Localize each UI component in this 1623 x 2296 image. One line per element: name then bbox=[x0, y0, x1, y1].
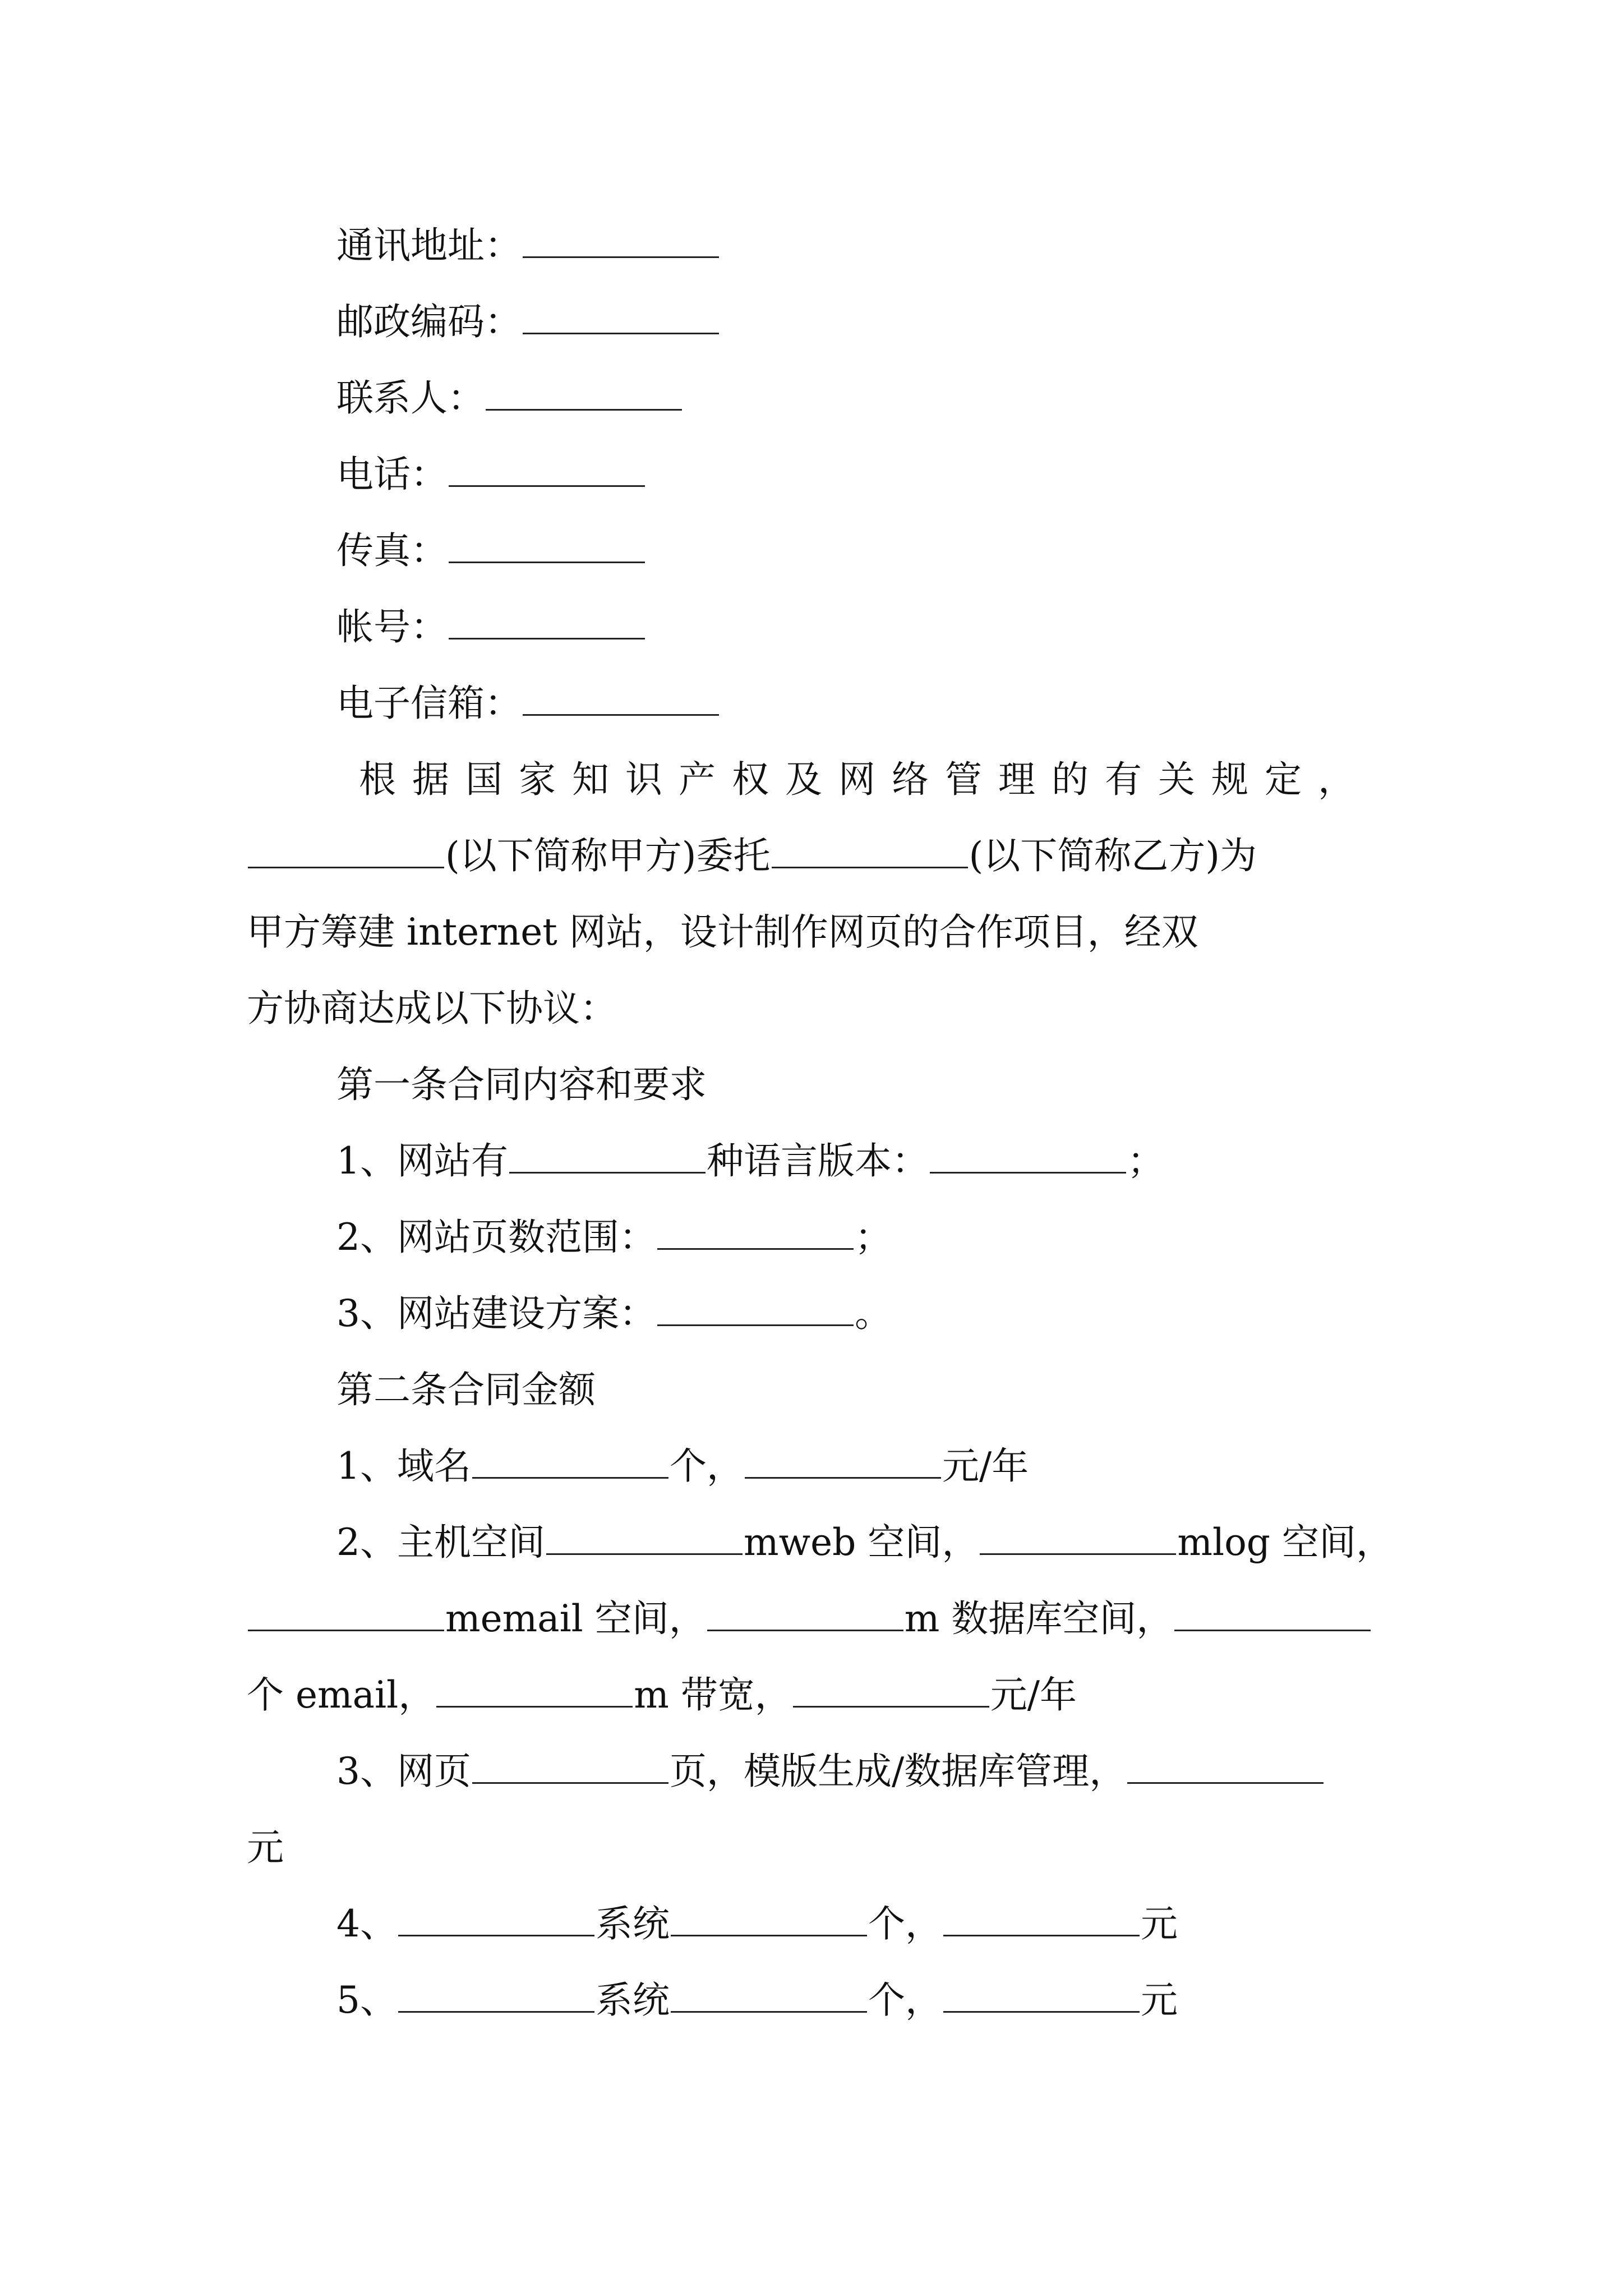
email-space-blank bbox=[248, 1598, 444, 1631]
item-text: 1、网站有 bbox=[336, 1139, 508, 1182]
party-a-label: (以下简称甲方)委托 bbox=[445, 834, 771, 877]
item-text: 元/年 bbox=[990, 1673, 1077, 1717]
item-text: 个， bbox=[868, 1902, 942, 1945]
phone-line bbox=[336, 452, 646, 497]
contact-person-blank bbox=[486, 378, 682, 411]
build-plan-blank bbox=[657, 1293, 854, 1326]
item-text: 种语言版本： bbox=[707, 1139, 929, 1182]
web-space-blank bbox=[546, 1522, 743, 1555]
item-text: 1、域名 bbox=[336, 1444, 471, 1488]
article-2-item-2-cont-1 bbox=[247, 1596, 1372, 1641]
preamble-line-4 bbox=[247, 986, 617, 1031]
system-count-blank bbox=[671, 1980, 867, 2013]
item-text: 。 bbox=[855, 1292, 892, 1335]
item-text: m 数据库空间， bbox=[904, 1597, 1174, 1640]
preamble-line-3 bbox=[247, 910, 1198, 955]
account-line bbox=[336, 605, 646, 650]
item-text: 系统 bbox=[596, 1978, 670, 2022]
article-2-item-1 bbox=[336, 1444, 1029, 1489]
item-text: 3、网站建设方案： bbox=[336, 1292, 656, 1335]
item-text: 5、 bbox=[336, 1978, 397, 2022]
email-label: 电子信箱： bbox=[336, 682, 522, 725]
fax-blank bbox=[449, 530, 645, 563]
item-text: mlog 空间， bbox=[1177, 1521, 1394, 1564]
page-range-blank bbox=[657, 1217, 854, 1250]
item-text: memail 空间， bbox=[445, 1597, 706, 1640]
log-space-blank bbox=[980, 1522, 1176, 1555]
article-2-item-2-cont-2 bbox=[247, 1673, 1077, 1718]
address-blank bbox=[523, 225, 719, 258]
web-page-price-blank bbox=[1127, 1751, 1324, 1784]
domain-price-blank bbox=[745, 1446, 941, 1479]
item-text: 2、主机空间 bbox=[336, 1521, 545, 1564]
postcode-line bbox=[336, 300, 720, 344]
item-text: 元/年 bbox=[942, 1444, 1029, 1488]
party-a-blank bbox=[248, 835, 444, 868]
account-blank bbox=[449, 606, 645, 639]
article-1-item-3 bbox=[336, 1291, 892, 1336]
system-name-blank bbox=[398, 1980, 594, 2013]
address-label: 通讯地址： bbox=[336, 224, 522, 267]
article-2-item-4 bbox=[336, 1902, 1178, 1947]
preamble-text-3: 甲方筹建 internet 网站，设计制作网页的合作项目，经双 bbox=[247, 910, 1198, 954]
item-text: ； bbox=[855, 1216, 892, 1259]
article-2-item-3-cont bbox=[247, 1825, 284, 1870]
item-text: 4、 bbox=[336, 1902, 397, 1945]
article-2-title bbox=[336, 1368, 596, 1412]
article-2-heading: 第二条合同金额 bbox=[336, 1368, 596, 1411]
item-text: mweb 空间， bbox=[744, 1521, 979, 1564]
item-text: 个， bbox=[670, 1444, 744, 1488]
system-name-blank bbox=[398, 1903, 594, 1936]
db-space-blank bbox=[707, 1598, 903, 1631]
hosting-price-blank bbox=[793, 1674, 989, 1708]
article-2-item-2 bbox=[336, 1520, 1393, 1565]
language-version-blank bbox=[930, 1140, 1126, 1174]
item-text: 系统 bbox=[596, 1902, 670, 1945]
bandwidth-blank bbox=[436, 1674, 633, 1708]
item-text: 页，模版生成/数据库管理， bbox=[670, 1750, 1127, 1793]
fax-label: 传真： bbox=[336, 529, 448, 572]
account-label: 帐号： bbox=[336, 605, 448, 648]
system-count-blank bbox=[671, 1903, 867, 1936]
preamble-text-1: 根据国家知识产权及网络管理的有关规定， bbox=[359, 758, 1371, 801]
address-line bbox=[336, 223, 720, 268]
fax-line bbox=[336, 528, 646, 573]
system-price-blank bbox=[943, 1980, 1140, 2013]
item-text: 元 bbox=[247, 1826, 284, 1869]
language-count-blank bbox=[509, 1140, 706, 1174]
phone-blank bbox=[449, 454, 645, 487]
article-1-item-2 bbox=[336, 1215, 892, 1260]
system-price-blank bbox=[943, 1903, 1140, 1936]
item-text: 个 email， bbox=[247, 1673, 436, 1717]
contact-person-line bbox=[336, 376, 683, 421]
preamble-text-4: 方协商达成以下协议： bbox=[247, 987, 617, 1030]
item-text: 2、网站页数范围： bbox=[336, 1216, 656, 1259]
article-1-heading: 第一条合同内容和要求 bbox=[336, 1063, 707, 1106]
article-1-item-1 bbox=[336, 1139, 1164, 1184]
email-line bbox=[336, 681, 720, 726]
contact-person-label: 联系人： bbox=[336, 376, 485, 420]
item-text: ； bbox=[1127, 1139, 1164, 1182]
web-page-count-blank bbox=[472, 1751, 668, 1784]
postcode-label: 邮政编码： bbox=[336, 300, 522, 343]
email-count-blank bbox=[1174, 1598, 1371, 1631]
article-1-title bbox=[336, 1062, 707, 1107]
phone-label: 电话： bbox=[336, 453, 448, 496]
item-text: 3、网页 bbox=[336, 1750, 471, 1793]
item-text: m 带宽， bbox=[634, 1673, 792, 1717]
article-2-item-3 bbox=[336, 1749, 1325, 1794]
domain-count-blank bbox=[472, 1446, 668, 1479]
email-blank bbox=[523, 683, 719, 716]
preamble-line-2 bbox=[247, 834, 1257, 878]
postcode-blank bbox=[523, 301, 719, 334]
party-b-label: (以下简称乙方)为 bbox=[969, 834, 1257, 877]
item-text: 元 bbox=[1141, 1902, 1178, 1945]
article-2-item-5 bbox=[336, 1978, 1178, 2023]
item-text: 元 bbox=[1141, 1978, 1178, 2022]
party-b-blank bbox=[772, 835, 968, 868]
item-text: 个， bbox=[868, 1978, 942, 2022]
preamble-line-1 bbox=[359, 757, 1371, 802]
